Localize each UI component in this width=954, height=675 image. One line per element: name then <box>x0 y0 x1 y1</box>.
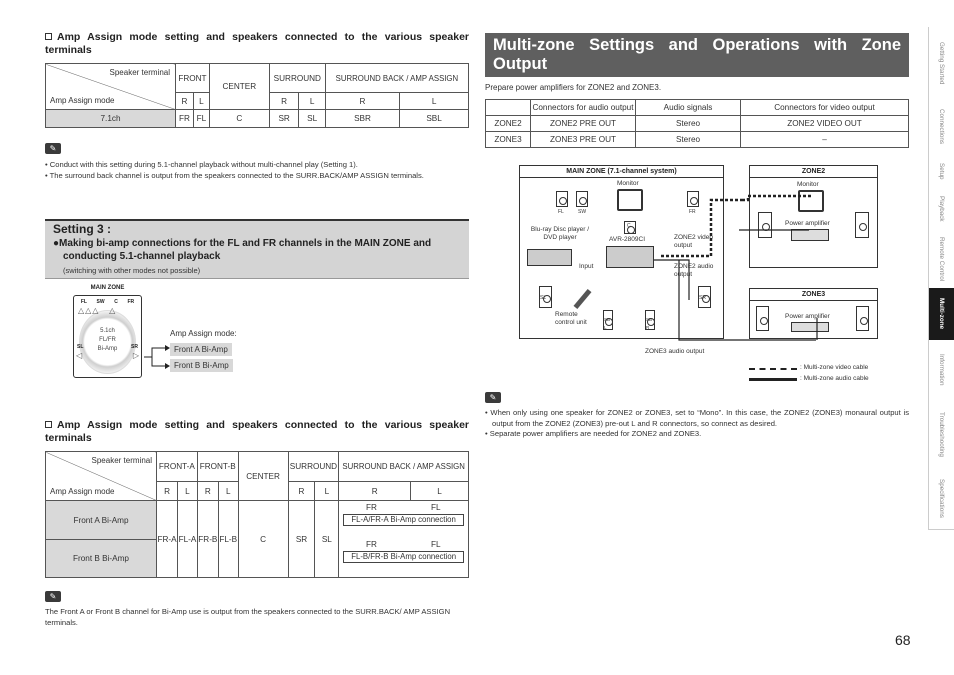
cell: FR-A <box>157 501 178 578</box>
cell: – <box>741 132 909 148</box>
sidebar-tab-playback[interactable]: Playback <box>928 188 954 230</box>
col-center: CENTER <box>238 452 288 501</box>
sb-connection-a: FL-A/FR-A Bi-Amp connection <box>343 514 464 526</box>
sidebar-tab-information[interactable]: Information <box>928 340 954 400</box>
col-front-b: FRONT-B <box>197 452 238 482</box>
legend-audio-label: : Multi-zone audio cable <box>800 375 869 382</box>
diag-bottom-label: Amp Assign mode <box>50 96 115 105</box>
note-2: The Front A or Front B channel for Bi-Amp use is output from the speakers connected to the SURR.BACK/ AMP ASSIGN terminals. <box>45 607 451 627</box>
sub-l: L <box>178 482 198 501</box>
setting-3-box <box>45 219 469 279</box>
cable-lines <box>519 190 849 350</box>
avr-label: AVR-2809CI <box>609 236 646 243</box>
input-label: Input <box>579 263 594 270</box>
col-surround: SURROUND <box>269 64 325 93</box>
page-number: 68 <box>895 632 911 648</box>
speaker-fr: FR <box>127 299 135 305</box>
header-empty <box>486 100 531 116</box>
setting-3-title: Setting 3 : <box>53 222 112 236</box>
legend-audio-line <box>749 378 797 381</box>
cell: SL <box>299 110 325 128</box>
diag-top-label: Speaker terminal <box>91 456 152 465</box>
cell: FR-B <box>197 501 218 578</box>
note-item: Conduct with this setting during 5.1-channel playback without multi-channel play (Setting 1). <box>49 160 358 169</box>
speaker-fl: FL <box>80 299 87 305</box>
sidebar-tab-connections[interactable]: Connections <box>928 99 954 154</box>
sidebar-tab-getting-started[interactable]: Getting Started <box>928 27 954 99</box>
sidebar-tab-remote-control[interactable]: Remote Control <box>928 230 954 288</box>
sw-label: SW <box>578 209 587 215</box>
sb-cell-a <box>339 501 469 540</box>
remote-label: Remote control unit <box>555 311 587 326</box>
cell: ZONE3 <box>486 132 531 148</box>
cell: ZONE3 PRE OUT <box>531 132 636 148</box>
sub-r: R <box>339 482 411 501</box>
speaker-sr: SR <box>131 344 138 350</box>
cell: C <box>238 501 288 578</box>
main-zone-figure <box>73 295 142 378</box>
col-center: CENTER <box>209 64 269 110</box>
col-surround-back: SURROUND BACK / AMP ASSIGN <box>325 64 468 93</box>
sub-l: L <box>299 93 325 110</box>
cell: Stereo <box>636 116 741 132</box>
c-label: C <box>627 223 631 229</box>
sub-r: R <box>157 482 178 501</box>
sr-icon: ▷ <box>132 351 139 360</box>
option-front-b: Front B Bi-Amp <box>170 359 233 372</box>
zone3-power-amp-label: Power amplifier <box>785 313 830 320</box>
sbr-label: SB R <box>646 317 653 330</box>
amp-mode-label: Amp Assign mode: <box>170 329 237 338</box>
cell: FL-B <box>218 501 238 578</box>
main-zone-title: MAIN ZONE (7.1-channel system) <box>520 166 723 178</box>
sub-r: R <box>325 93 399 110</box>
cell: ZONE2 VIDEO OUT <box>741 116 909 132</box>
option-front-a: Front A Bi-Amp <box>170 343 232 356</box>
page-title: Multi-zone Settings and Operations with Zone Output <box>485 33 909 77</box>
sidebar-tab-setup[interactable]: Setup <box>928 154 954 188</box>
sb-r: FR <box>366 503 377 512</box>
sub-l: L <box>315 482 339 501</box>
header-video-connectors: Connectors for video output <box>741 100 909 116</box>
sl-label: SL <box>540 295 547 301</box>
cell: FR <box>176 110 194 128</box>
zone3-speaker-r-icon <box>856 306 869 331</box>
col-surround-back: SURROUND BACK / AMP ASSIGN <box>339 452 469 482</box>
section2-heading: Amp Assign mode setting and speakers connected to the various speaker terminals <box>45 419 469 444</box>
row-front-b-biamp: Front B Bi-Amp <box>46 540 157 578</box>
diag-bottom-label: Amp Assign mode <box>50 487 115 496</box>
bluray-label: Blu-ray Disc player / DVD player <box>530 226 590 241</box>
zone-output-table <box>485 99 909 148</box>
cell: SBL <box>400 110 469 128</box>
fr-label: FR <box>689 209 696 215</box>
zone2-monitor-label: Monitor <box>797 181 819 188</box>
sb-l: FL <box>431 503 441 512</box>
bracket-arrows <box>142 340 172 374</box>
sub-r: R <box>197 482 218 501</box>
speaker-c: C <box>114 299 118 305</box>
fl-label: FL <box>558 209 564 215</box>
sr-label: SR <box>699 295 706 301</box>
sbl-label: SB L <box>604 317 611 330</box>
sidebar-tab-specifications[interactable]: Specifications <box>928 468 954 530</box>
cell: FL-A <box>178 501 198 578</box>
pencil-note-icon: ✎ <box>45 591 61 602</box>
sb-connection-b: FL-B/FR-B Bi-Amp connection <box>343 551 464 563</box>
speaker-sw: SW <box>96 299 105 305</box>
cell: FL <box>193 110 209 128</box>
sub-r: R <box>288 482 315 501</box>
header-audio-signals: Audio signals <box>636 100 741 116</box>
speaker-row <box>76 299 139 305</box>
sub-l: L <box>193 93 209 110</box>
setting-3-sub: (switching with other modes not possible) <box>63 266 201 275</box>
sb-r: FR <box>366 539 377 549</box>
sidebar-tab-troubleshooting[interactable]: Troubleshooting <box>928 400 954 468</box>
col-front: FRONT <box>176 64 210 93</box>
zone2-power-amp-label: Power amplifier <box>785 220 830 227</box>
monitor-label: Monitor <box>617 180 639 187</box>
row-mode: 7.1ch <box>46 110 176 128</box>
amp-assign-table-2 <box>45 451 469 578</box>
pencil-note-icon: ✎ <box>485 392 501 403</box>
zone2-title: ZONE2 <box>750 166 877 178</box>
mode-text: 5.1ch FL/FR Bi-Amp <box>97 328 118 352</box>
diag-top-label: Speaker terminal <box>109 68 170 77</box>
sidebar-tab-multi-zone[interactable]: Multi-zone <box>928 288 954 340</box>
zone2-speaker-r-icon <box>855 212 869 238</box>
sb-l: FL <box>431 539 441 549</box>
notes-1: • Conduct with this setting during 5.1-channel playback without multi-channel play (Setting 1). • The surround back channel is output from the speakers connected to the SURR.BACK/AMP ASSIGN terminals. <box>45 160 424 180</box>
setting-3-heading: ●Making bi-amp connections for the FL and FR channels in the MAIN ZONE and conducting 5.1-channel playback <box>53 238 432 262</box>
main-zone-label: MAIN ZONE <box>90 285 125 291</box>
cell: SBR <box>325 110 399 128</box>
zone2-video-label: ZONE2 video output <box>674 234 714 249</box>
note-item: When only using one speaker for ZONE2 or ZONE3, set to “Mono”. In this case, the ZONE2 (ZONE3) monaural output is output from the ZONE2 (ZONE3) pre-out L and R connectors, so connect as desired. <box>490 408 909 428</box>
sub-l: L <box>218 482 238 501</box>
cell: C <box>209 110 269 128</box>
amp-assign-table-1 <box>45 63 469 128</box>
speaker-sl: SL <box>77 344 84 350</box>
legend-video-label: : Multi-zone video cable <box>800 364 869 371</box>
cell: ZONE2 <box>486 116 531 132</box>
sl-icon: ◁ <box>76 351 83 360</box>
section1-heading: Amp Assign mode setting and speakers connected to the various speaker terminals <box>45 31 469 56</box>
sub-r: R <box>176 93 194 110</box>
prepare-text: Prepare power amplifiers for ZONE2 and ZONE3. <box>485 83 662 92</box>
cell: Stereo <box>636 132 741 148</box>
notes-right: • When only using one speaker for ZONE2 or ZONE3, set to “Mono”. In this case, the ZONE2 (ZONE3) monaural output is output from the ZONE2 (ZONE3) pre-out L and R connectors, so connect as desired. • Separate power amplifiers are needed for ZONE2 and ZONE3. <box>485 408 909 438</box>
note-item: Separate power amplifiers are needed for ZONE2 and ZONE3. <box>489 429 702 438</box>
zone3-title: ZONE3 <box>750 289 877 301</box>
col-surround: SURROUND <box>288 452 339 482</box>
legend-video-line <box>749 368 797 370</box>
sub-l: L <box>411 482 469 501</box>
sub-l: L <box>400 93 469 110</box>
cell: SR <box>269 110 299 128</box>
pencil-note-icon: ✎ <box>45 143 61 154</box>
zone2-audio-label: ZONE2 audio output <box>674 263 714 278</box>
sub-r: R <box>269 93 299 110</box>
row-front-a-biamp: Front A Bi-Amp <box>46 501 157 540</box>
sb-cell-b <box>339 540 469 578</box>
bullet-icon: ● <box>53 238 60 249</box>
cell: SR <box>288 501 315 578</box>
speaker-icons: △△△ △ <box>78 306 117 315</box>
col-front-a: FRONT-A <box>157 452 198 482</box>
cell: ZONE2 PRE OUT <box>531 116 636 132</box>
note-item: The surround back channel is output from the speakers connected to the SURR.BACK/AMP ASSIGN terminals. <box>49 170 424 180</box>
cell: SL <box>315 501 339 578</box>
header-audio-connectors: Connectors for audio output <box>531 100 636 116</box>
zone3-audio-label: ZONE3 audio output <box>645 348 705 355</box>
